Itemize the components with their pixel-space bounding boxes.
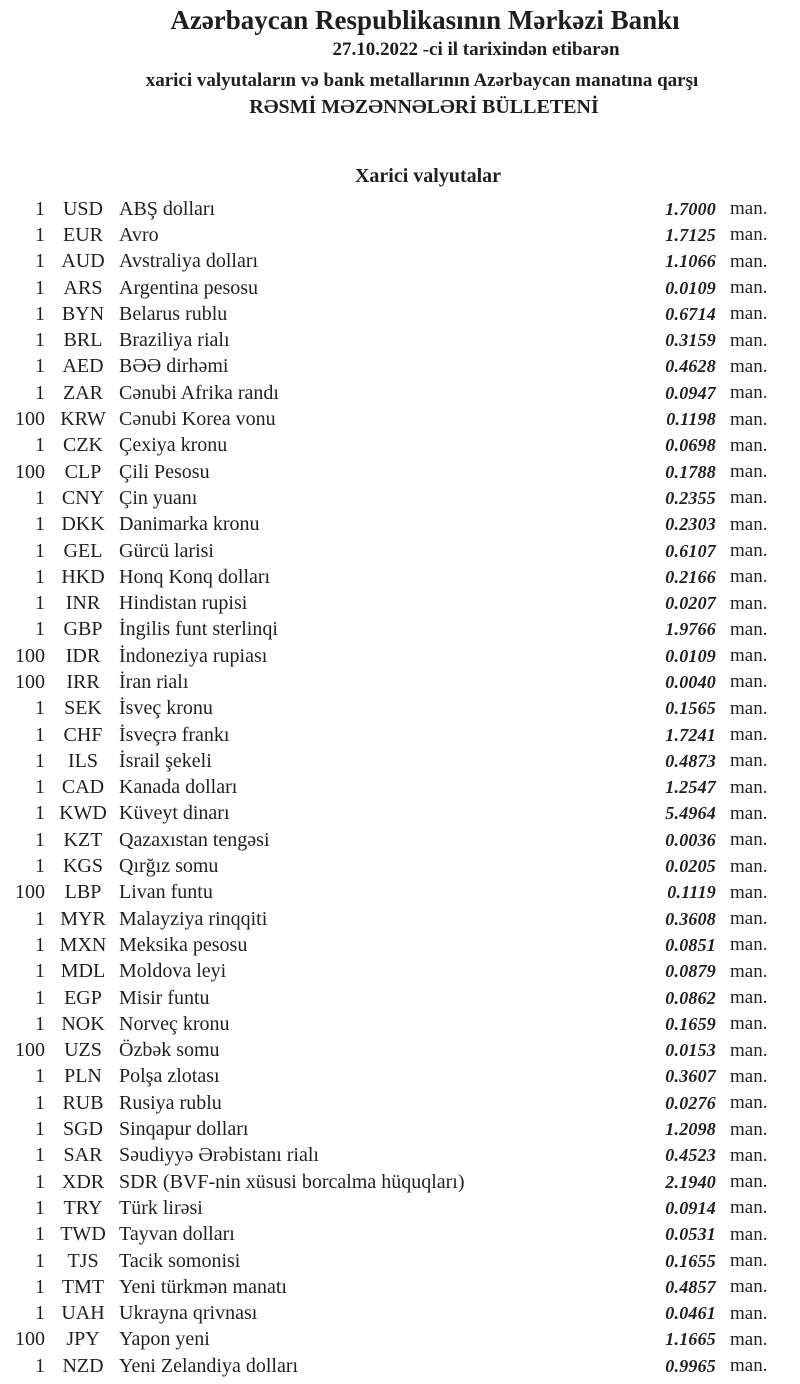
table-row: [0, 249, 800, 275]
currency-code-cell: MYR: [60, 907, 106, 930]
quantity-cell: 1: [35, 486, 45, 509]
table-row: [0, 196, 800, 222]
currency-name-cell: Hindistan rupisi: [119, 592, 248, 615]
table-row: [0, 985, 800, 1011]
table-row: [0, 853, 800, 879]
currency-code-cell: CZK: [63, 434, 103, 457]
currency-code-cell: LBP: [64, 881, 102, 904]
table-row: [0, 590, 800, 616]
unit-suffix-cell: man.: [730, 408, 768, 430]
quantity-cell: 1: [35, 1012, 45, 1035]
quantity-cell: 1: [35, 1275, 45, 1298]
unit-suffix-cell: man.: [730, 1302, 768, 1324]
unit-suffix-cell: man.: [730, 1276, 768, 1298]
currency-code-cell: JPY: [66, 1328, 100, 1351]
bulletin-subtitle: xarici valyutaların və bank metallarının Azərbaycan manatına qarşı: [145, 70, 699, 91]
currency-code-cell: KGS: [62, 855, 103, 878]
currency-code-cell: DKK: [61, 513, 105, 536]
rate-value-cell: 0.0914: [665, 1197, 716, 1218]
unit-suffix-cell: man.: [730, 329, 768, 351]
rate-value-cell: 0.3608: [665, 908, 716, 929]
currency-name-cell: İran rialı: [119, 670, 189, 693]
rate-value-cell: 0.0040: [665, 671, 716, 692]
quantity-cell: 1: [35, 276, 45, 299]
unit-suffix-cell: man.: [730, 671, 768, 693]
unit-suffix-cell: man.: [730, 1250, 768, 1272]
rate-value-cell: 0.4873: [665, 750, 716, 771]
currency-code-cell: UAH: [61, 1302, 105, 1325]
currency-name-cell: Gürcü larisi: [119, 539, 214, 562]
currency-code-cell: MDL: [60, 960, 106, 983]
quantity-cell: 1: [35, 907, 45, 930]
rate-value-cell: 0.3607: [665, 1066, 716, 1087]
unit-suffix-cell: man.: [730, 750, 768, 772]
table-row: [0, 669, 800, 695]
quantity-cell: 1: [35, 986, 45, 1009]
currency-name-cell: Cənubi Afrika randı: [119, 381, 279, 404]
quantity-cell: 100: [15, 670, 45, 693]
rate-value-cell: 0.1565: [665, 698, 716, 719]
currency-name-cell: Avro: [119, 223, 159, 246]
table-row: [0, 748, 800, 774]
currency-code-cell: HKD: [61, 565, 105, 588]
currency-name-cell: Honq Konq dolları: [119, 565, 271, 588]
rate-value-cell: 5.4964: [665, 803, 716, 824]
rate-value-cell: 0.0947: [665, 382, 716, 403]
currency-code-cell: GEL: [63, 539, 103, 562]
unit-suffix-cell: man.: [730, 618, 768, 640]
table-row: [0, 906, 800, 932]
table-row: [0, 327, 800, 353]
currency-name-cell: Argentina pesosu: [119, 276, 259, 299]
rate-value-cell: 0.0109: [665, 645, 716, 666]
rate-value-cell: 1.2098: [665, 1119, 716, 1140]
rate-value-cell: 0.0036: [665, 829, 716, 850]
currency-code-cell: CAD: [61, 776, 105, 799]
currency-name-cell: İsrail şekeli: [119, 749, 212, 772]
table-row: [0, 801, 800, 827]
unit-suffix-cell: man.: [730, 513, 768, 535]
currency-name-cell: BƏƏ dirhəmi: [119, 355, 229, 378]
table-row: [0, 1064, 800, 1090]
table-row: [0, 406, 800, 432]
unit-suffix-cell: man.: [730, 1039, 768, 1061]
quantity-cell: 1: [35, 434, 45, 457]
table-row: [0, 1327, 800, 1353]
currency-name-cell: Livan funtu: [119, 881, 213, 904]
table-row: [0, 459, 800, 485]
currency-code-cell: PLN: [64, 1065, 102, 1088]
quantity-cell: 1: [35, 960, 45, 983]
currency-name-cell: İngilis funt sterlinqi: [119, 618, 278, 641]
table-row: [0, 880, 800, 906]
quantity-cell: 1: [35, 539, 45, 562]
unit-suffix-cell: man.: [730, 1223, 768, 1245]
currency-name-cell: Cənubi Korea vonu: [119, 408, 276, 431]
currency-name-cell: Misir funtu: [119, 986, 210, 1009]
rate-value-cell: 0.1659: [665, 1013, 716, 1034]
quantity-cell: 1: [35, 618, 45, 641]
unit-suffix-cell: man.: [730, 1144, 768, 1166]
currency-code-cell: CLP: [64, 460, 102, 483]
unit-suffix-cell: man.: [730, 303, 768, 325]
quantity-cell: 100: [15, 881, 45, 904]
currency-name-cell: ABŞ dolları: [119, 197, 216, 220]
unit-suffix-cell: man.: [730, 540, 768, 561]
currency-code-cell: TMT: [61, 1275, 105, 1298]
table-row: [0, 643, 800, 669]
rate-value-cell: 1.7241: [665, 724, 716, 745]
currency-code-cell: TJS: [67, 1249, 99, 1272]
currency-name-cell: Belarus rublu: [119, 302, 228, 325]
unit-suffix-cell: man.: [730, 1118, 768, 1140]
currency-code-cell: SEK: [64, 697, 102, 720]
currency-name-cell: Çexiya kronu: [119, 434, 228, 457]
unit-suffix-cell: man.: [730, 1065, 768, 1087]
bulletin-title: RƏSMİ MƏZƏNNƏLƏRİ BÜLLETENİ: [249, 96, 599, 118]
currency-code-cell: AED: [62, 355, 104, 378]
table-row: [0, 1353, 800, 1379]
table-row: [0, 1011, 800, 1037]
quantity-cell: 1: [35, 197, 45, 220]
table-row: [0, 617, 800, 643]
table-row: [0, 696, 800, 722]
table-row: [0, 380, 800, 406]
table-row: [0, 1222, 800, 1248]
table-row: [0, 1090, 800, 1116]
table-row: [0, 827, 800, 853]
currency-name-cell: Kanada dolları: [119, 776, 238, 799]
currency-name-cell: Yapon yeni: [119, 1328, 210, 1351]
currency-code-cell: USD: [62, 197, 103, 220]
rate-value-cell: 0.0698: [665, 435, 716, 456]
unit-suffix-cell: man.: [730, 645, 768, 667]
quantity-cell: 1: [35, 723, 45, 746]
table-row: [0, 1038, 800, 1064]
unit-suffix-cell: man.: [730, 776, 768, 798]
currency-name-cell: Çili Pesosu: [119, 460, 210, 483]
rate-value-cell: 0.0153: [665, 1040, 716, 1061]
currency-name-cell: Meksika pesosu: [119, 933, 248, 956]
currency-code-cell: CHF: [63, 723, 103, 746]
table-row: [0, 301, 800, 327]
currency-name-cell: Yeni Zelandiya dolları: [119, 1354, 299, 1377]
currency-code-cell: MXN: [59, 933, 107, 956]
quantity-cell: 1: [35, 1144, 45, 1167]
currency-code-cell: EUR: [63, 223, 103, 246]
unit-suffix-cell: man.: [730, 1328, 768, 1350]
unit-suffix-cell: man.: [730, 1197, 768, 1219]
rate-value-cell: 0.4628: [665, 356, 716, 377]
quantity-cell: 1: [35, 802, 45, 825]
currency-code-cell: NZD: [62, 1354, 104, 1377]
rate-value-cell: 0.4523: [665, 1145, 716, 1166]
currency-code-cell: INR: [65, 592, 101, 615]
rate-value-cell: 0.1119: [667, 882, 716, 903]
currency-code-cell: GBP: [63, 618, 103, 641]
currency-name-cell: Yeni türkmən manatı: [119, 1275, 287, 1298]
currency-code-cell: RUB: [62, 1091, 104, 1114]
rate-value-cell: 1.7000: [665, 198, 716, 219]
rate-value-cell: 1.2547: [665, 777, 716, 798]
rate-value-cell: 0.0531: [665, 1224, 716, 1245]
table-row: [0, 932, 800, 958]
table-row: [0, 959, 800, 985]
effective-date-line: 27.10.2022 -ci il tarixindən etibarən: [332, 39, 620, 60]
rate-value-cell: 0.6714: [665, 303, 716, 324]
currency-name-cell: Səudiyyə Ərəbistanı rialı: [119, 1144, 319, 1167]
rate-value-cell: 0.1655: [665, 1250, 716, 1271]
unit-suffix-cell: man.: [730, 960, 768, 982]
rate-value-cell: 0.2303: [665, 514, 716, 535]
rate-value-cell: 0.0461: [665, 1303, 716, 1324]
currency-code-cell: SAR: [63, 1144, 103, 1167]
currency-code-cell: KRW: [60, 408, 106, 431]
rate-value-cell: 0.2166: [665, 566, 716, 587]
unit-suffix-cell: man.: [730, 355, 768, 377]
unit-suffix-cell: man.: [730, 908, 768, 930]
table-row: [0, 1116, 800, 1142]
table-row: [0, 433, 800, 459]
table-row: [0, 1248, 800, 1274]
quantity-cell: 1: [35, 855, 45, 878]
unit-suffix-cell: man.: [730, 461, 768, 483]
quantity-cell: 100: [15, 1039, 45, 1062]
unit-suffix-cell: man.: [730, 224, 768, 246]
currency-name-cell: Norveç kronu: [119, 1012, 230, 1035]
rate-value-cell: 0.0862: [665, 987, 716, 1008]
unit-suffix-cell: man.: [730, 198, 768, 220]
table-row: [0, 1169, 800, 1195]
quantity-cell: 1: [35, 933, 45, 956]
quantity-cell: 100: [15, 1328, 45, 1351]
rate-value-cell: 1.9766: [665, 619, 716, 640]
currency-name-cell: SDR (BVF-nin xüsusi borcalma hüquqları): [119, 1170, 465, 1193]
currency-name-cell: Avstraliya dolları: [119, 250, 259, 273]
quantity-cell: 1: [35, 223, 45, 246]
currency-name-cell: Qazaxıstan tengəsi: [119, 828, 270, 851]
currency-code-cell: IDR: [65, 644, 101, 667]
rate-value-cell: 0.0276: [665, 1092, 716, 1113]
rate-value-cell: 1.1066: [665, 251, 716, 272]
currency-code-cell: ILS: [68, 749, 98, 772]
currency-code-cell: BRL: [63, 329, 103, 352]
quantity-cell: 1: [35, 381, 45, 404]
table-row: [0, 485, 800, 511]
currency-code-cell: XDR: [61, 1170, 105, 1193]
rate-value-cell: 0.0205: [665, 856, 716, 877]
currency-code-cell: SGD: [62, 1118, 103, 1141]
currency-code-cell: ZAR: [63, 381, 103, 404]
currency-code-cell: BYN: [61, 302, 105, 325]
quantity-cell: 1: [35, 355, 45, 378]
currency-name-cell: İsveçrə frankı: [119, 723, 230, 746]
table-row: [0, 1195, 800, 1221]
currency-name-cell: Çin yuanı: [119, 486, 198, 509]
rate-value-cell: 2.1940: [665, 1171, 716, 1192]
currency-name-cell: İsveç kronu: [119, 697, 213, 720]
quantity-cell: 1: [35, 697, 45, 720]
currency-name-cell: Moldova leyi: [119, 960, 227, 983]
quantity-cell: 1: [35, 749, 45, 772]
currency-name-cell: Küveyt dinarı: [119, 802, 230, 825]
currency-name-cell: Türk lirəsi: [119, 1196, 203, 1219]
table-row: [0, 775, 800, 801]
quantity-cell: 1: [35, 565, 45, 588]
currency-code-cell: ARS: [63, 276, 103, 299]
rate-value-cell: 0.0879: [665, 961, 716, 982]
unit-suffix-cell: man.: [730, 277, 768, 299]
unit-suffix-cell: man.: [730, 1092, 768, 1114]
currency-name-cell: Rusiya rublu: [119, 1091, 222, 1114]
unit-suffix-cell: man.: [730, 987, 768, 1009]
rate-value-cell: 0.6107: [665, 540, 716, 561]
quantity-cell: 1: [35, 1196, 45, 1219]
table-row: [0, 1143, 800, 1169]
currency-name-cell: Malayziya rinqqiti: [119, 907, 268, 930]
quantity-cell: 1: [35, 828, 45, 851]
currency-name-cell: Özbək somu: [119, 1039, 220, 1062]
table-row: [0, 354, 800, 380]
rate-value-cell: 1.1665: [665, 1329, 716, 1350]
unit-suffix-cell: man.: [730, 934, 768, 956]
currency-name-cell: Danimarka kronu: [119, 513, 260, 536]
currency-name-cell: Polşa zlotası: [119, 1065, 220, 1088]
table-row: [0, 722, 800, 748]
currency-name-cell: Tacik somonisi: [119, 1249, 241, 1272]
currency-code-cell: KWD: [59, 802, 107, 825]
quantity-cell: 100: [15, 408, 45, 431]
currency-name-cell: Tayvan dolları: [119, 1223, 235, 1246]
currency-code-cell: NOK: [61, 1012, 105, 1035]
currency-code-cell: AUD: [61, 250, 105, 273]
currency-code-cell: EGP: [64, 986, 102, 1009]
quantity-cell: 1: [35, 513, 45, 536]
currency-code-cell: TWD: [60, 1223, 106, 1246]
unit-suffix-cell: man.: [730, 1171, 768, 1193]
quantity-cell: 1: [35, 329, 45, 352]
unit-suffix-cell: man.: [730, 1355, 768, 1377]
unit-suffix-cell: man.: [730, 1013, 768, 1035]
currency-code-cell: KZT: [63, 828, 103, 851]
bank-title: Azərbaycan Respublikasının Mərkəzi Bankı: [170, 5, 680, 35]
unit-suffix-cell: man.: [730, 881, 768, 903]
quantity-cell: 1: [35, 250, 45, 273]
currency-name-cell: Braziliya rialı: [119, 329, 230, 352]
quantity-cell: 1: [35, 1170, 45, 1193]
section-title-foreign-currencies: Xarici valyutalar: [354, 165, 502, 187]
rate-value-cell: 0.1198: [666, 409, 716, 430]
exchange-rates-table: [0, 196, 800, 1379]
currency-code-cell: UZS: [64, 1039, 102, 1062]
unit-suffix-cell: man.: [730, 697, 768, 719]
quantity-cell: 100: [15, 644, 45, 667]
table-row: [0, 222, 800, 248]
unit-suffix-cell: man.: [730, 250, 768, 272]
quantity-cell: 1: [35, 1118, 45, 1141]
unit-suffix-cell: man.: [730, 382, 768, 404]
table-row: [0, 512, 800, 538]
unit-suffix-cell: man.: [730, 434, 768, 456]
table-row: [0, 1300, 800, 1326]
rate-value-cell: 0.0207: [665, 593, 716, 614]
table-row: [0, 275, 800, 301]
quantity-cell: 1: [35, 302, 45, 325]
quantity-cell: 1: [35, 1354, 45, 1377]
unit-suffix-cell: man.: [730, 566, 768, 588]
table-row: [0, 538, 800, 564]
currency-name-cell: Ukrayna qrivnası: [119, 1302, 258, 1325]
quantity-cell: 1: [35, 1249, 45, 1272]
rate-value-cell: 0.3159: [665, 330, 716, 351]
rate-value-cell: 0.0851: [665, 934, 716, 955]
currency-code-cell: CNY: [61, 486, 105, 509]
quantity-cell: 1: [35, 1302, 45, 1325]
currency-name-cell: İndoneziya rupiası: [119, 644, 268, 667]
unit-suffix-cell: man.: [730, 724, 768, 746]
unit-suffix-cell: man.: [730, 802, 768, 824]
table-row: [0, 1274, 800, 1300]
quantity-cell: 100: [15, 460, 45, 483]
unit-suffix-cell: man.: [730, 592, 768, 614]
currency-code-cell: IRR: [66, 670, 100, 693]
unit-suffix-cell: man.: [730, 487, 768, 509]
quantity-cell: 1: [35, 1091, 45, 1114]
quantity-cell: 1: [35, 1065, 45, 1088]
unit-suffix-cell: man.: [730, 855, 768, 877]
rate-value-cell: 1.7125: [665, 224, 716, 245]
rate-value-cell: 0.1788: [665, 461, 716, 482]
table-row: [0, 564, 800, 590]
rate-value-cell: 0.2355: [665, 487, 716, 508]
quantity-cell: 1: [35, 592, 45, 615]
rate-value-cell: 0.4857: [665, 1276, 716, 1297]
currency-name-cell: Qırğız somu: [119, 855, 219, 878]
rate-value-cell: 0.9965: [665, 1355, 716, 1376]
rate-value-cell: 0.0109: [665, 277, 716, 298]
unit-suffix-cell: man.: [730, 829, 768, 851]
currency-code-cell: TRY: [63, 1196, 103, 1219]
currency-name-cell: Sinqapur dolları: [119, 1118, 249, 1141]
quantity-cell: 1: [35, 776, 45, 799]
quantity-cell: 1: [35, 1223, 45, 1246]
